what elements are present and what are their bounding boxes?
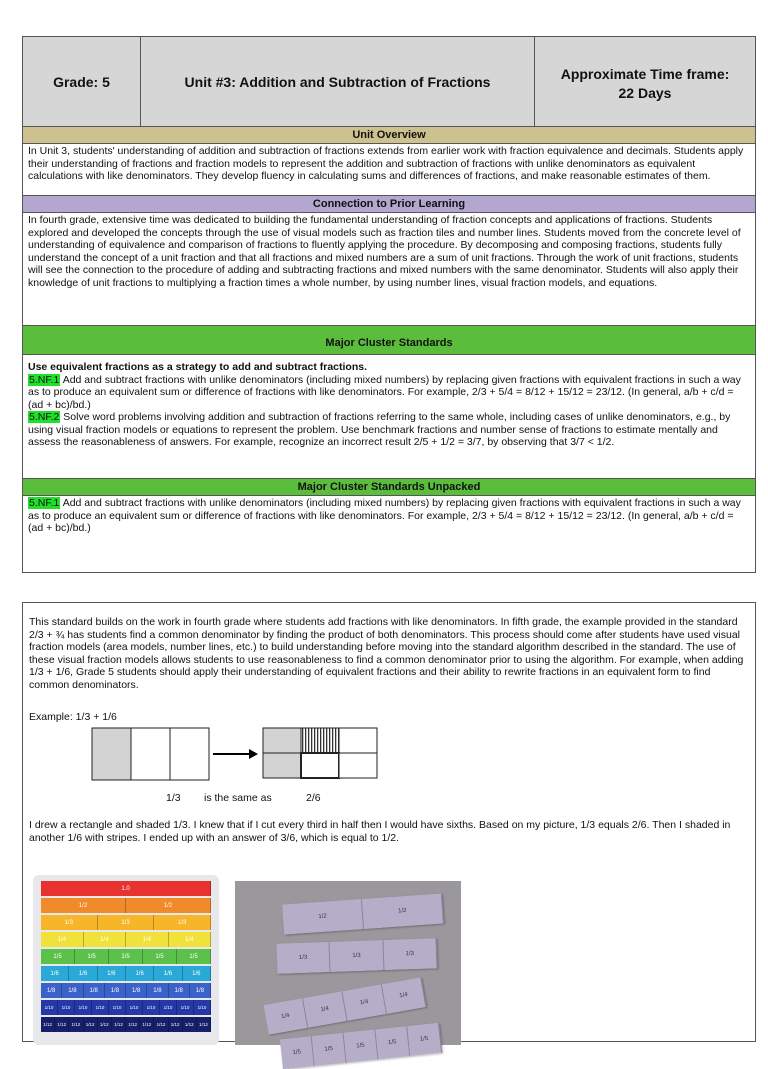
fraction-tile: 1/8 — [41, 983, 62, 998]
fraction-tile: 1/12 — [84, 1017, 98, 1032]
fraction-tile: 1/2 — [126, 898, 211, 913]
unpacked-continuation — [22, 602, 756, 1057]
time-frame-label: Approximate Time frame: — [560, 65, 730, 82]
fraction-tile: 1/3 — [154, 915, 211, 930]
fraction-tile-row — [41, 1017, 211, 1032]
unit-overview-text: In Unit 3, students' understanding of addition and subtraction of fractions extends from earlier work with fraction equivalence and decimals. Students apply their understanding of fractions and fraction models to represent the addition and subtraction of fractions with unlike denominators as equivalent calculations with like denominators. They develop fluency in calculating sums and differences of fractions, and make reasonable estimates of them. — [23, 144, 755, 196]
fraction-tile: 1/12 — [154, 1017, 168, 1032]
fraction-tile: 1/10 — [194, 1000, 211, 1015]
paper-strip-piece: 1/4 — [342, 984, 387, 1020]
fraction-tile: 1/8 — [105, 983, 126, 998]
time-frame-value: 22 Days — [618, 84, 672, 101]
fraction-tile: 1/10 — [177, 1000, 194, 1015]
intro-paragraph: This standard builds on the work in fourth grade where students add fractions with like denominators. In fifth grade, the example provided in the standard 2/3 + ¾ has students find a common denominator by finding the product of both denominators. This process should come after students have used visual fraction models (area models, number lines, etc.) to build understanding before moving into the standard algorithm described in the standard. The use of these visual fraction models allows students to use reasonableness to find a common denominator prior to using the algorithm. For example, when adding 1/3 + 1/6, Grade 5 students should apply their understanding of equivalent fractions and their ability to rewrite fractions in an equivalent form to find common denominators. — [29, 616, 744, 691]
fraction-tiles-photo — [33, 875, 219, 1045]
fraction-tile: 1/12 — [140, 1017, 154, 1032]
fraction-tile: 1/12 — [126, 1017, 140, 1032]
fraction-tile-row — [41, 881, 211, 896]
unit-plan-table — [22, 36, 756, 573]
prior-learning-text: In fourth grade, extensive time was dedicated to building the fundamental understanding of fraction concepts and applications of fractions. Students explored and developed the concepts through the use of visual models such as fraction tiles and number lines. Students moved from the concrete level of understanding of equivalence and comparison of fractions to fluently applying the procedure. By decomposing and composing fractions, students fully understand the concept of a unit fraction and that all fractions and mixed numbers are a sum of unit fractions. Through the work of unit fractions, students will see the connection to the procedure of adding and subtracting fractions and mixed numbers with the same denominator. Students will also apply their knowledge of unit fractions to multiplying a fraction times a whole number, by using number lines, visual fraction models, and equations. — [23, 213, 755, 326]
fraction-tile-row — [41, 983, 211, 998]
fraction-tile-row — [41, 949, 211, 964]
fraction-model-diagram — [83, 725, 403, 787]
major-cluster-heading: Major Cluster Standards — [23, 326, 755, 355]
fraction-tile: 1/12 — [183, 1017, 197, 1032]
unpacked-heading: Major Cluster Standards Unpacked — [23, 479, 755, 496]
sixths-model — [263, 728, 377, 778]
explanation-paragraph: I drew a rectangle and shaded 1/3. I knew that if I cut every third in half then I would have sixths. Based on my picture, 1/3 equals 2/6. Then I shaded in another 1/6 with stripes. I ended up with an answer of 3/6, which is equal to 1/2. — [29, 819, 731, 844]
fraction-tile-row — [41, 966, 211, 981]
fraction-tile: 1/8 — [126, 983, 147, 998]
paper-strip-piece: 1/5 — [375, 1026, 410, 1059]
unpacked-code: 5.NF.1 — [29, 497, 60, 509]
grade-cell: Grade: 5 — [23, 37, 141, 126]
fraction-tile: 1/8 — [84, 983, 105, 998]
fraction-tile: 1/8 — [147, 983, 168, 998]
time-frame-cell — [535, 37, 755, 126]
paper-strip-piece: 1/4 — [303, 991, 348, 1027]
fraction-tile-row — [41, 932, 211, 947]
paper-fraction-strip — [277, 938, 438, 974]
fraction-tile: 1/6 — [154, 966, 182, 981]
fraction-tile: 1/12 — [41, 1017, 55, 1032]
paper-strip-piece: 1/3 — [383, 938, 437, 970]
fraction-tile: 1/4 — [126, 932, 169, 947]
fraction-tile: 1/10 — [75, 1000, 92, 1015]
fraction-tile: 1/10 — [160, 1000, 177, 1015]
paper-fraction-strip — [280, 1023, 442, 1069]
paper-strip-piece: 1/4 — [382, 977, 427, 1013]
standard-code-5nf2: 5.NF.2 — [29, 411, 60, 423]
fraction-tile: 1/10 — [58, 1000, 75, 1015]
paper-strip-piece: 1/3 — [277, 942, 331, 974]
fraction-tile: 1/5 — [41, 949, 75, 964]
unit-title-cell: Unit #3: Addition and Subtraction of Fractions — [141, 37, 535, 126]
paper-fraction-strips-photo — [235, 881, 461, 1057]
paper-strip-piece: 1/2 — [282, 899, 364, 935]
fraction-tile: 1/4 — [84, 932, 127, 947]
fraction-tile: 1/6 — [183, 966, 211, 981]
caption-same-as: is the same as — [204, 792, 272, 804]
fraction-tile: 1/8 — [190, 983, 211, 998]
header-row — [23, 37, 755, 127]
fraction-tile: 1/3 — [98, 915, 155, 930]
fraction-tile: 1/10 — [41, 1000, 58, 1015]
fraction-tile: 1/4 — [41, 932, 84, 947]
caption-one-third: 1/3 — [166, 792, 181, 804]
fraction-tile: 1/5 — [109, 949, 143, 964]
unpacked-text: 5.NF.1 Add and subtract fractions with unlike denominators (including mixed numbers) by replacing given fractions with equivalent fractions in such a way as to produce an equivalent sum or difference of fractions with like denominators. For example, 2/3 + 5/4 = 8/12 + 15/12 = 23/12. (In general, a/b + c/d = (ad + bc)/bd.) — [28, 497, 741, 534]
paper-strip-piece: 1/5 — [312, 1033, 347, 1066]
fraction-tile: 1/8 — [62, 983, 83, 998]
fraction-tile: 1/6 — [41, 966, 69, 981]
fraction-tile: 1.0 — [41, 881, 211, 896]
major-cluster-text — [23, 355, 755, 479]
fraction-tile: 1/4 — [169, 932, 212, 947]
major-cluster-lead: Use equivalent fractions as a strategy to add and subtract fractions. — [28, 361, 368, 373]
fraction-tile: 1/5 — [177, 949, 211, 964]
fraction-tile-row — [41, 915, 211, 930]
fraction-tile-row — [41, 1000, 211, 1015]
standard-code-5nf1: 5.NF.1 — [29, 373, 60, 386]
standard-5nf1: 5.NF.1 Add and subtract fractions with unlike denominators (including mixed numbers) by replacing given fractions with equivalent fractions in such a way as to produce an equivalent sum or difference of fractions with like denominators. For example, 2/3 + 5/4 = 8/12 + 15/12 = 23/12. (In general, a/b + c/d = (ad + bc)/bd.) — [28, 373, 741, 411]
example-label: Example: 1/3 + 1/6 — [29, 711, 117, 723]
fraction-tile: 1/5 — [143, 949, 177, 964]
fraction-tile: 1/10 — [143, 1000, 160, 1015]
paper-fraction-strip — [282, 893, 444, 934]
paper-strip-piece: 1/4 — [264, 998, 309, 1034]
paper-strip-piece: 1/2 — [362, 893, 444, 929]
fraction-tile: 1/2 — [41, 898, 126, 913]
paper-strip-piece: 1/5 — [344, 1029, 379, 1062]
fraction-tile: 1/5 — [75, 949, 109, 964]
standard-5nf2: 5.NF.2 Solve word problems involving addition and subtraction of fractions referring to the same whole, including cases of unlike denominators, e.g., by using visual fraction models or equations to represent the problem. Use benchmark fractions and number sense of fractions to estimate mentally and assess the reasonableness of answers. For example, recognize an incorrect result 2/5 + 1/2 = 3/7, by observing that 3/7 < 1/2. — [28, 411, 731, 448]
fraction-tile: 1/12 — [69, 1017, 83, 1032]
paper-strip-piece: 1/5 — [280, 1036, 315, 1069]
fraction-tile: 1/8 — [169, 983, 190, 998]
fraction-tile: 1/12 — [197, 1017, 211, 1032]
fraction-tile: 1/3 — [41, 915, 98, 930]
prior-learning-heading: Connection to Prior Learning — [23, 196, 755, 213]
fraction-tile: 1/12 — [112, 1017, 126, 1032]
unit-overview-heading: Unit Overview — [23, 127, 755, 144]
thirds-model — [92, 728, 209, 780]
fraction-tile: 1/6 — [69, 966, 97, 981]
fraction-tile: 1/6 — [98, 966, 126, 981]
fraction-tile: 1/10 — [92, 1000, 109, 1015]
caption-two-sixths: 2/6 — [306, 792, 321, 804]
fraction-tile: 1/10 — [126, 1000, 143, 1015]
fraction-tile: 1/12 — [98, 1017, 112, 1032]
fraction-tile: 1/6 — [126, 966, 154, 981]
fraction-tile: 1/10 — [109, 1000, 126, 1015]
paper-strip-piece: 1/5 — [407, 1023, 442, 1056]
fraction-tile: 1/12 — [55, 1017, 69, 1032]
fraction-tile-row — [41, 898, 211, 913]
fraction-tile: 1/12 — [169, 1017, 183, 1032]
arrow-right-icon — [213, 749, 258, 759]
paper-strip-piece: 1/3 — [330, 940, 384, 972]
